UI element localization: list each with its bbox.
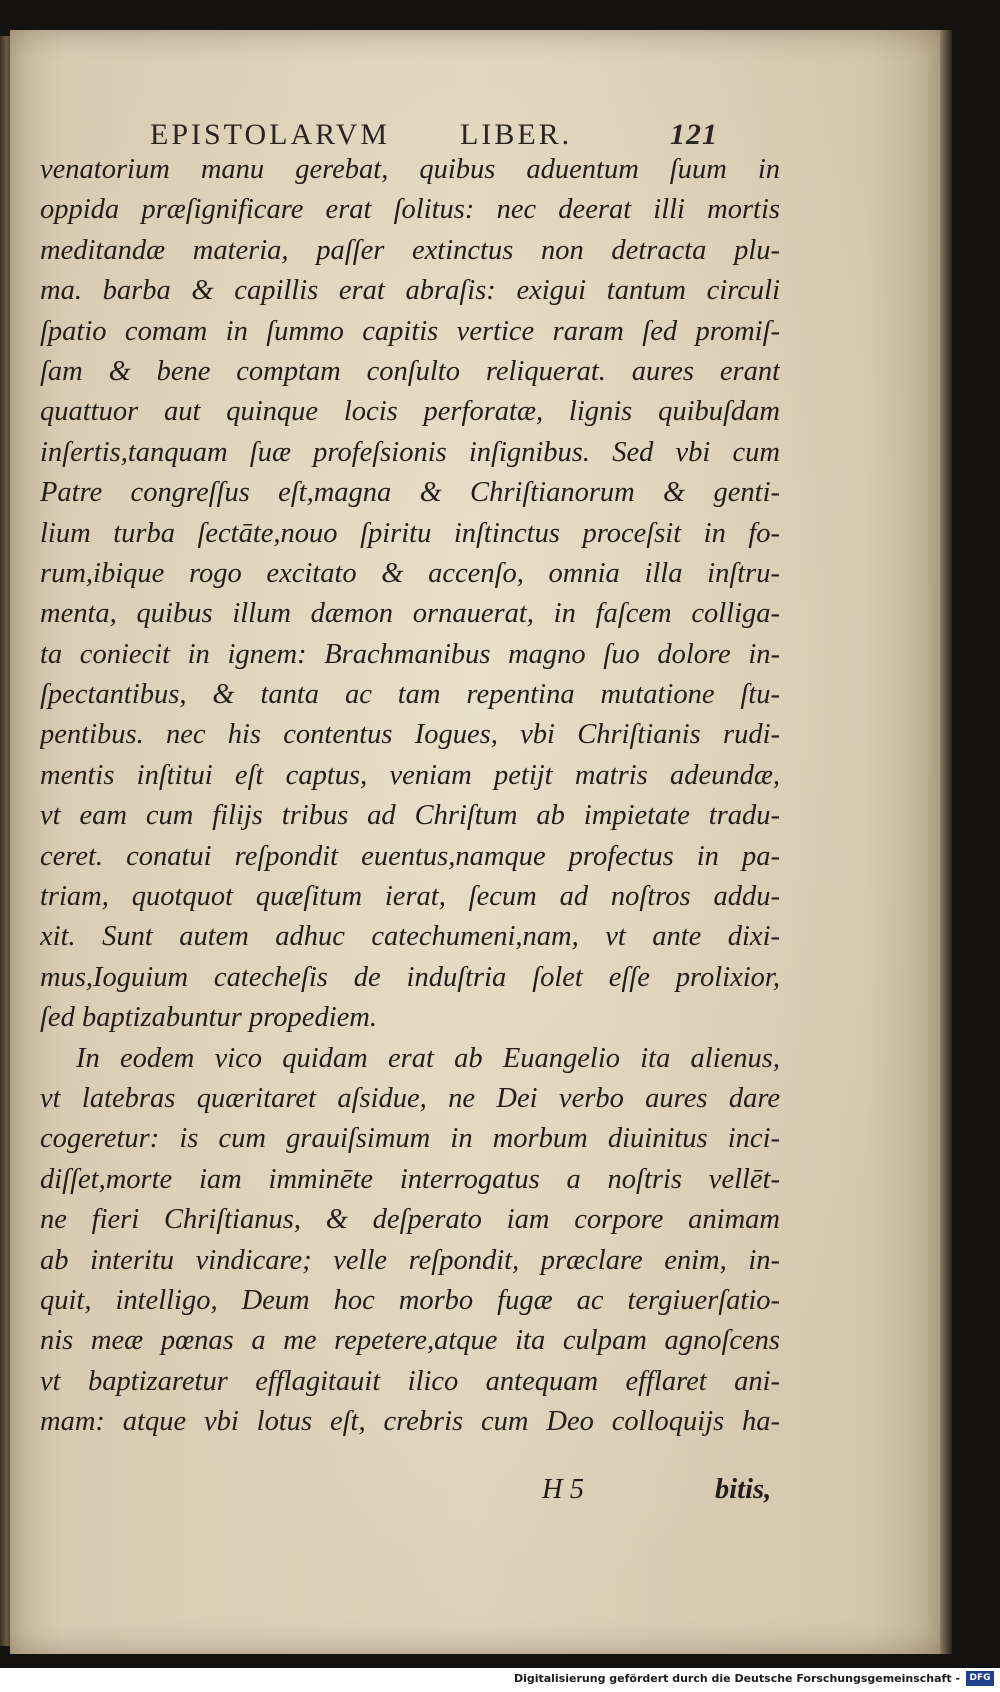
paragraph-end-line: ſed baptizabuntur propediem. <box>40 1002 377 1034</box>
text-line: pentibus. nec his contentus Iogues, vbi Chriſtianis rudi- <box>40 719 780 751</box>
text-line: menta, quibus illum dæmon ornauerat, in faſcem colliga- <box>40 598 780 630</box>
text-line: quattuor aut quinque locis perforatæ, lignis quibuſdam <box>40 396 780 428</box>
text-line: cogeretur: is cum grauiſsimum in morbum diuinitus inci- <box>40 1123 780 1155</box>
footer-credit: Digitalisierung gefördert durch die Deutsche Forschungsgemeinschaft - <box>513 1672 960 1685</box>
text-line: vt eam cum filijs tribus ad Chriſtum ab impietate tradu- <box>40 800 780 832</box>
text-line: meditandæ materia, paſſer extinctus non detracta plu- <box>40 234 780 266</box>
text-line: venatorium manu gerebat, quibus aduentum ſuum in <box>40 154 780 185</box>
body-text <box>40 150 780 1443</box>
text-line: Patre congreſſus eſt,magna & Chriſtianorum & genti- <box>40 477 780 509</box>
text-line: ſpectantibus, & tanta ac tam repentina mutatione ſtu- <box>40 679 780 711</box>
text-line: ta coniecit in ignem: Brachmanibus magno ſuo dolore in- <box>40 638 780 670</box>
page-number: 121 <box>670 118 718 151</box>
text-line: ma. barba & capillis erat abraſis: exigui tantum circuli <box>40 275 780 307</box>
text-line: ſam & bene comptam conſulto reliquerat. aures erant <box>40 355 780 387</box>
text-line: xit. Sunt autem adhuc catechumeni,nam, vt ante dixi- <box>40 921 780 953</box>
text-line: diſſet,morte iam imminēte interrogatus a noſtris vellēt- <box>40 1163 780 1195</box>
text-line: triam, quotquot quæſitum ierat, ſecum ad noſtros addu- <box>40 881 780 913</box>
text-line: mentis inſtitui eſt captus, veniam petijt matris adeundæ, <box>40 759 780 791</box>
text-line: lium turba ſectāte,nouo ſpiritu inſtinctus proceſsit in fo- <box>40 517 780 549</box>
text-line: vt baptizaretur efflagitauit ilico antequam efflaret ani- <box>40 1365 780 1397</box>
text-line: ne fieri Chriſtianus, & deſperato iam corpore animam <box>40 1204 780 1236</box>
text-line: nis meæ pœnas a me repetere,atque ita culpam agnoſcens <box>40 1325 780 1357</box>
text-line: quit, intelligo, Deum hoc morbo fugæ ac tergiuerſatio- <box>40 1284 780 1316</box>
catchword: bitis, <box>715 1474 772 1505</box>
digitization-footer <box>0 1668 1000 1692</box>
text-line: rum,ibique rogo excitato & accenſo, omnia illa inſtru- <box>40 557 780 589</box>
signature-mark: H 5 <box>542 1474 584 1505</box>
text-line: ab interitu vindicare; velle reſpondit, præclare enim, in- <box>40 1244 780 1276</box>
text-line: inſertis,tanquam ſuæ profeſsionis inſignibus. Sed vbi cum <box>40 436 780 468</box>
text-line: vt latebras quæritaret aſsidue, ne Dei verbo aures dare <box>40 1082 780 1114</box>
text-line: ſpatio comam in ſummo capitis vertice raram ſed promiſ- <box>40 315 780 347</box>
dfg-logo-icon: DFG <box>966 1671 994 1686</box>
running-head-book: LIBER. <box>460 118 573 151</box>
catchword-line <box>460 1474 780 1514</box>
paragraph-start-line: In eodem vico quidam erat ab Euangelio ita alienus, <box>76 1042 780 1074</box>
text-line: oppida præſignificare erat ſolitus: nec deerat illi mortis <box>40 194 780 226</box>
text-line: ceret. conatui reſpondit euentus,namque profectus in pa- <box>40 840 780 872</box>
page-right-edge <box>940 30 952 1654</box>
running-head-title: EPISTOLARVM <box>150 118 391 151</box>
text-line: mam: atque vbi lotus eſt, crebris cum Deo colloquijs ha- <box>40 1406 780 1438</box>
text-line: mus,Ioguium catecheſis de induſtria ſolet eſſe prolixior, <box>40 961 780 993</box>
